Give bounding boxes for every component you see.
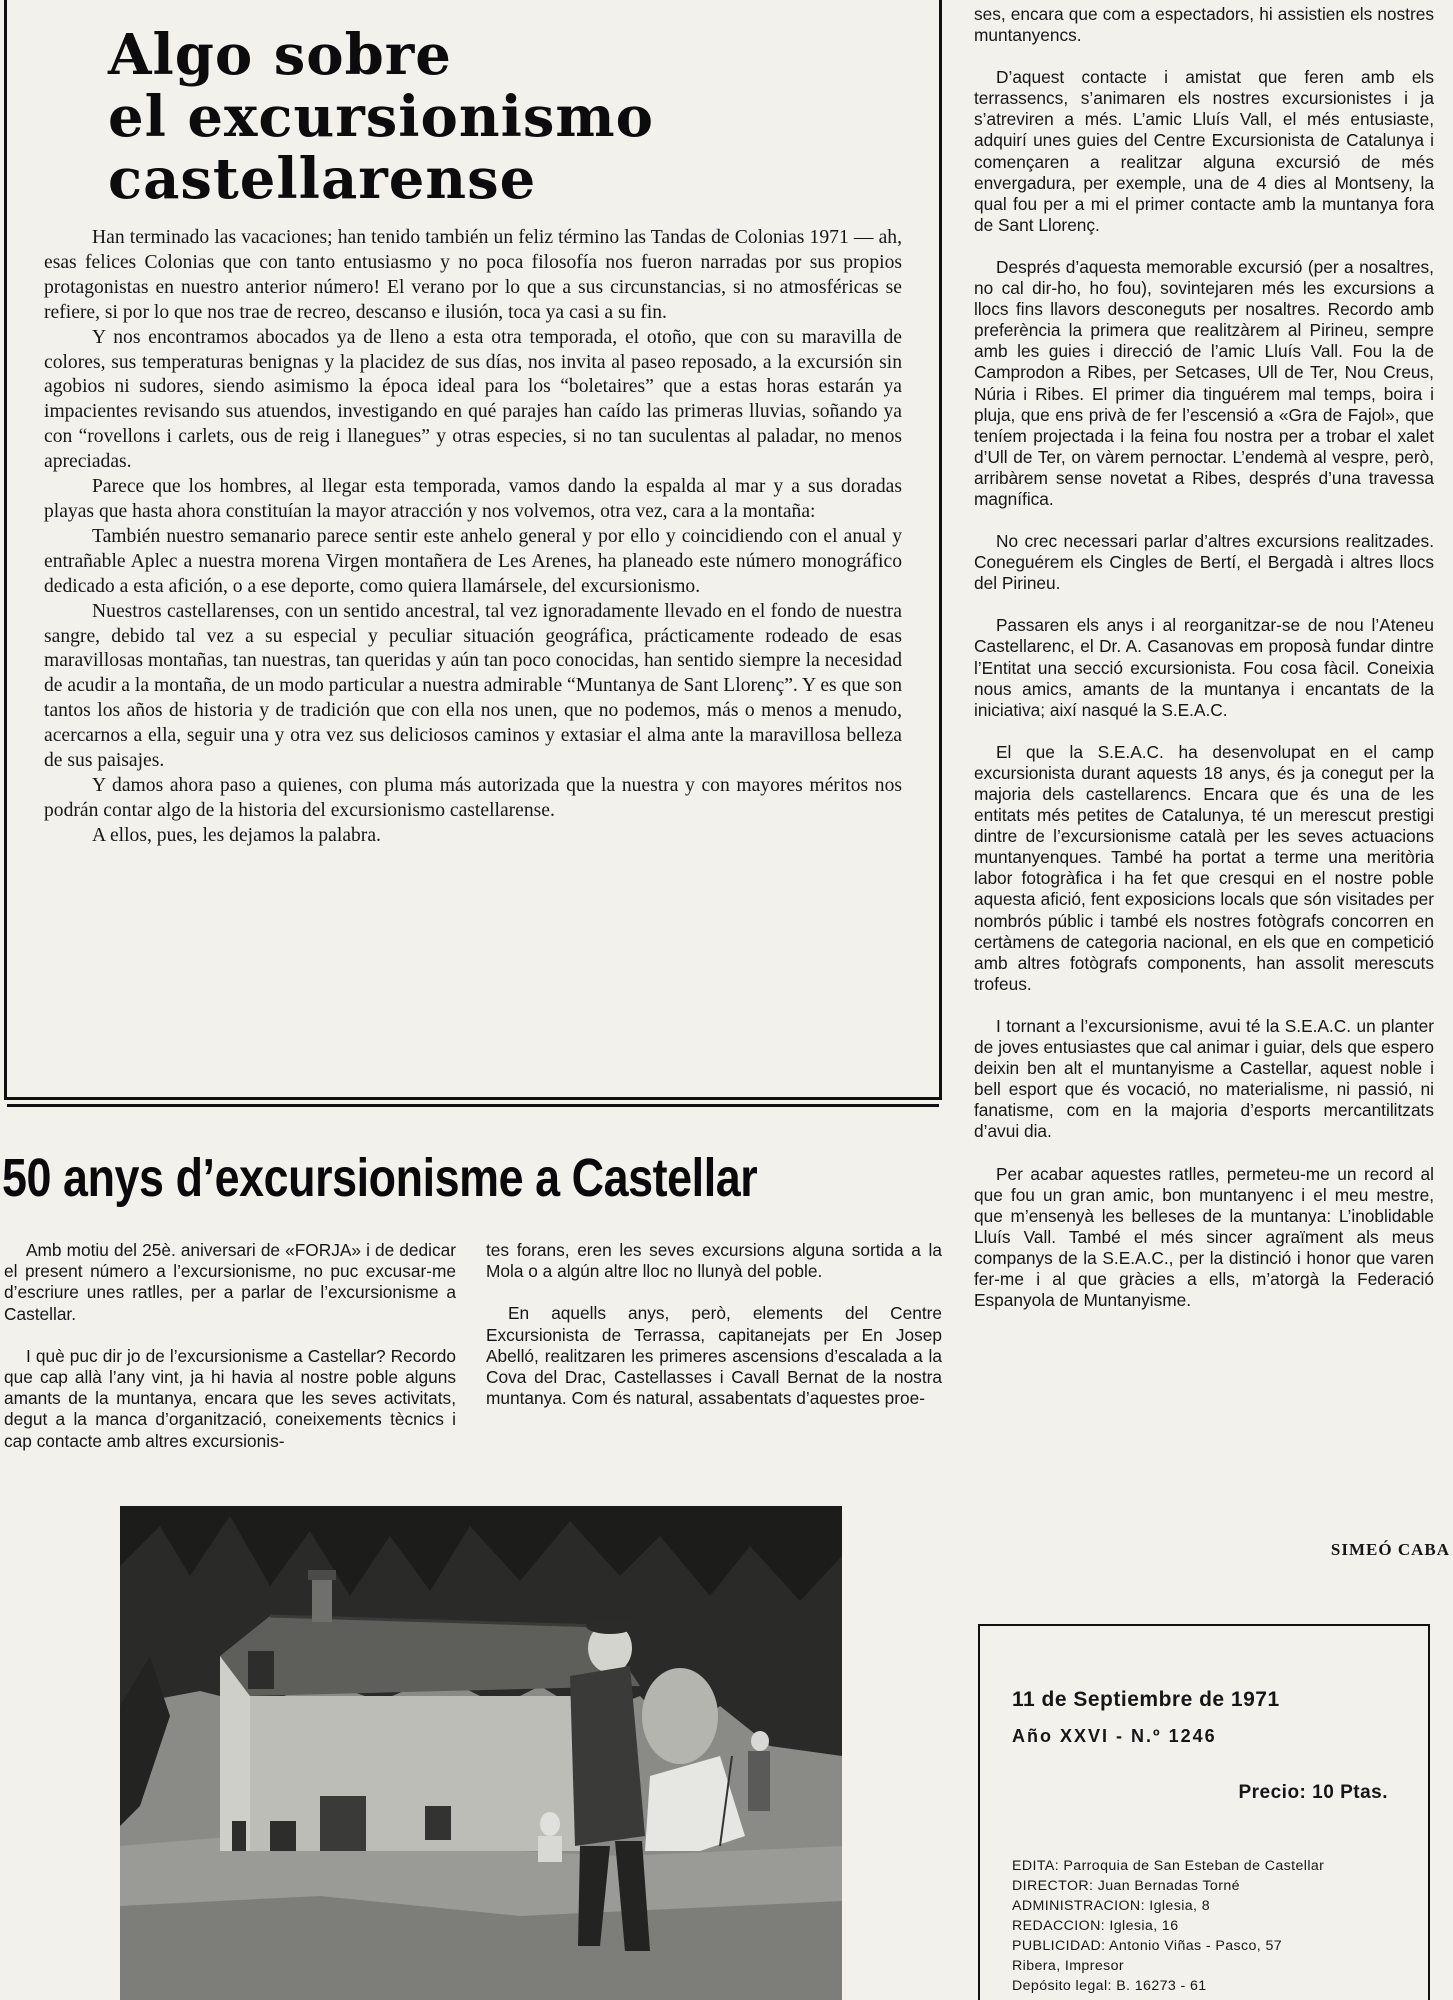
editorial-paragraph: Parece que los hombres, al llegar esta temporada, vamos dando la espalda al mar y a sus doradas playas que hasta ahora constituían la mayor atracción y nos volvemos, otra vez, cara a la montaña: — [44, 476, 902, 522]
credit-line: EDITA: Parroquia de San Esteban de Castellar — [1012, 1858, 1325, 1874]
article-paragraph: I què puc dir jo de l’excursionisme a Castellar? Recordo que cap allà l’any vint, ja hi havia al nostre poble alguns amants de la muntanya, encara que les seves activitats, degut a la manca d’organització, coneixements tècnics i cap contacte amb altres excursionis- — [4, 1345, 456, 1451]
editorial-title-line: Algo sobre — [108, 22, 452, 88]
editorial-paragraph: Y damos ahora paso a quienes, con pluma más autorizada que la nuestra y con mayores méritos nos podrán contar algo de la historia del excursionismo castellarense. — [44, 774, 902, 821]
credit-line: Ribera, Impresor — [1012, 1958, 1125, 1974]
credit-line: PUBLICIDAD: Antonio Viñas - Pasco, 57 — [1012, 1938, 1283, 1954]
author-signature: SIMEÓ CABA — [1330, 1540, 1450, 1559]
article-paragraph: En aquells anys, però, elements del Centre Excursionista de Terrassa, capitanejats per En Josep Abelló, realitzaren les primeres ascensions d’escalada a la Cova del Drac, Castellasses i Cavall Bernat de la nostra muntanya. Com és natural, assabentats d’aquestes proe- — [486, 1303, 942, 1409]
publication-credits — [1012, 1856, 1324, 1996]
editorial-body — [44, 226, 902, 849]
article-paragraph: Amb motiu del 25è. aniversari de «FORJA» i de dedicar el present número a l’excursionisme, no puc excusar-me d’escriure unes ratlles, per a parlar de l’excursionisme a Castellar. — [4, 1240, 456, 1324]
article-column-left — [4, 1240, 456, 1473]
issue-price: Precio: 10 Ptas. — [1238, 1782, 1388, 1803]
article-paragraph: tes forans, eren les seves excursions alguna sortida a la Mola o a algún altre lloc no llunyà del poble. — [486, 1240, 942, 1282]
editorial-title — [108, 24, 928, 210]
credit-line: REDACCION: Iglesia, 16 — [1012, 1918, 1179, 1934]
editorial-paragraph: Y nos encontramos abocados ya de lleno a esta otra temporada, el otoño, que con su maravilla de colores, sus temperaturas benignas y la placidez de sus días, nos invita al paseo reposado, a la excursión sin agobios ni sudores, siendo asimismo la época ideal para los “boletaires” que a estas horas estarán ya impacientes revisando sus atuendos, investigando en qué parajes han caído las primeras lluvias, soñando ya con “rovellons i carlets, ous de reig i llanegues” y otras especies, si no tan suculentas al paladar, no menos apreciadas. — [44, 326, 902, 473]
article-paragraph: I tornant a l’excursionisme, avui té la S.E.A.C. un planter de joves entusiastes que cal animar i guiar, dels que espero deixin ben alt el muntanyisme a Castellar, aquest noble i bell esport que és vocació, no materialisme, ni passió, ni fanatisme, com en la majoria d’esports mercantilitzats d’avui dia. — [974, 1015, 1434, 1142]
article-paragraph: No crec necessari parlar d’altres excursions realitzades. Coneguérem els Cingles de Bertí, el Bergadà i altres llocs del Pirineu. — [974, 531, 1434, 594]
article-paragraph: El que la S.E.A.C. ha desenvolupat en el camp excursionista durant aquests 18 anys, és ja conegut per la majoria dels castellarencs. Encara que és una de les entitats més petites de Catalunya, té un merescut prestigi dintre de l’excursionisme català per les seves actuacions muntanyenques. També ha portat a terme una meritòria labor fotogràfica i ha fet que cresqui en el nostre poble aquesta afició, fent exposicions locals que són visitades per nombrós públic i també els nostres fotògrafs concorren en certàmens de categoria nacional, en els que en competició amb altres fotògrafs components, han assolit merescuts trofeus. — [974, 741, 1434, 994]
article-paragraph: Després d’aquesta memorable excursió (per a nosaltres, no cal dir-ho, ho fou), sovintejaren més les excursions a llocs fins llavors desconeguts per nosaltres. Recordo amb preferència la primera que realitzàrem al Pirineu, sempre amb les guies i direcció de l’amic Lluís Vall. Fou la de Camprodon a Ribes, per Setcases, Ull de Ter, Nou Creus, Núria i Ribes. El primer dia tinguérem mal temps, boira i pluja, que ens privà de fer l’escensió a «Gra de Fajol», que teníem projectada i la feina fou nostra per a trobar el xalet d’Ull de Ter, on vàrem pernoctar. L’endemà al vespre, però, arribàrem sense novetat a Ribes, després d’una travessa magnífica. — [974, 256, 1434, 509]
issue-info-box — [978, 1624, 1430, 2000]
article-column-middle — [486, 1240, 942, 1430]
mountain-refuge-photo — [120, 1506, 842, 2000]
issue-date: 11 de Septiembre de 1971 — [1012, 1688, 1280, 1711]
credit-line: Depósito legal: B. 16273 - 61 — [1012, 1978, 1207, 1994]
editorial-paragraph: Han terminado las vacaciones; han tenido también un feliz término las Tandas de Colonias 1971 — ah, esas felices Colonias que con tanto entusiasmo y no poca filosofía nos fueron narradas por sus propios protagonistas en nuestro anterior número! El verano por lo que a sus circunstancias, si no atmosféricas se refiere, si por lo que nos trae de recreo, descanso e ilusión, toca ya casi a su fin. — [44, 227, 902, 323]
editorial-paragraph: Nuestros castellarenses, con un sentido ancestral, tal vez ignoradamente llevado en el fondo de nuestra sangre, debido tal vez a su especial y peculiar situación geográfica, prácticamente rodeado de esas maravillosas montañas, tan nuestras, tan queridas y aún tan poco conocidas, han sentido siempre la necesidad de acudir a la montaña, de un modo particular a nuestra admirable “Muntanya de Sant Llorenç”. Y es que son tantos los años de historia y de tradición que con ella nos unen, que no podemos, más o menos a menudo, acercarnos a ella, seguir una y otra vez sus deliciosos caminos y extasiar el alma ante la maravillosa belleza de sus paisajes. — [44, 600, 902, 772]
editorial-paragraph: A ellos, pues, les dejamos la palabra. — [92, 824, 381, 846]
article-paragraph: ses, encara que com a espectadors, hi assistien els nostres muntanyencs. — [974, 4, 1434, 46]
issue-number: Año XXVI - N.º 1246 — [1012, 1726, 1217, 1746]
editorial-paragraph: También nuestro semanario parece sentir este anhelo general y por ello y coincidiendo con el anual y entrañable Aplec a nuestra morena Virgen montañera de Les Arenes, ha planeado este número monográfico dedicado a esta afición, o a ese deporte, como quiera llamársele, del excursionismo. — [44, 525, 902, 597]
editorial-title-line: el excursionismo — [108, 84, 655, 150]
editorial-title-line: castellarense — [108, 146, 537, 212]
article-paragraph: Per acabar aquestes ratlles, permeteu-me un record al que fou un gran amic, bon muntanyenc i el meu mestre, que m’ensenyà les belleses de la muntanya: L’inoblidable Lluís Vall. També el més sincer agraïment als meus companys de la S.E.A.C., per la distinció i honor que varen fer-me i al que gràcies a ells, m’atorgà la Federació Espanyola de Muntanyisme. — [974, 1163, 1434, 1311]
credit-line: DIRECTOR: Juan Bernadas Torné — [1012, 1878, 1240, 1894]
article-headline: 50 anys d’excursionisme a Castellar — [2, 1148, 758, 1208]
article-right-column — [974, 4, 1434, 1332]
article-paragraph: Passaren els anys i al reorganitzar-se de nou l’Ateneu Castellarenc, el Dr. A. Casanovas em proposà fundar dintre l’Entitat una secció excursionista. Fou cosa fàcil. Coneixia nous amics, amants de la muntanya i encantats de la iniciativa; així nasqué la S.E.A.C. — [974, 615, 1434, 720]
article-paragraph: D’aquest contacte i amistat que feren amb els terrassencs, s’animaren els nostres excursionistes i ja s’atreviren a més. L’amic Lluís Vall, el més entusiaste, adquirí unes guies del Centre Excursionista de Catalunya i començaren a realitzar alguna excursió de més envergadura, per exemple, una de 4 dies al Montseny, la qual fou per a mi el primer contacte amb la muntanya fora de Sant Llorenç. — [974, 67, 1434, 235]
credit-line: ADMINISTRACION: Iglesia, 8 — [1012, 1898, 1211, 1914]
